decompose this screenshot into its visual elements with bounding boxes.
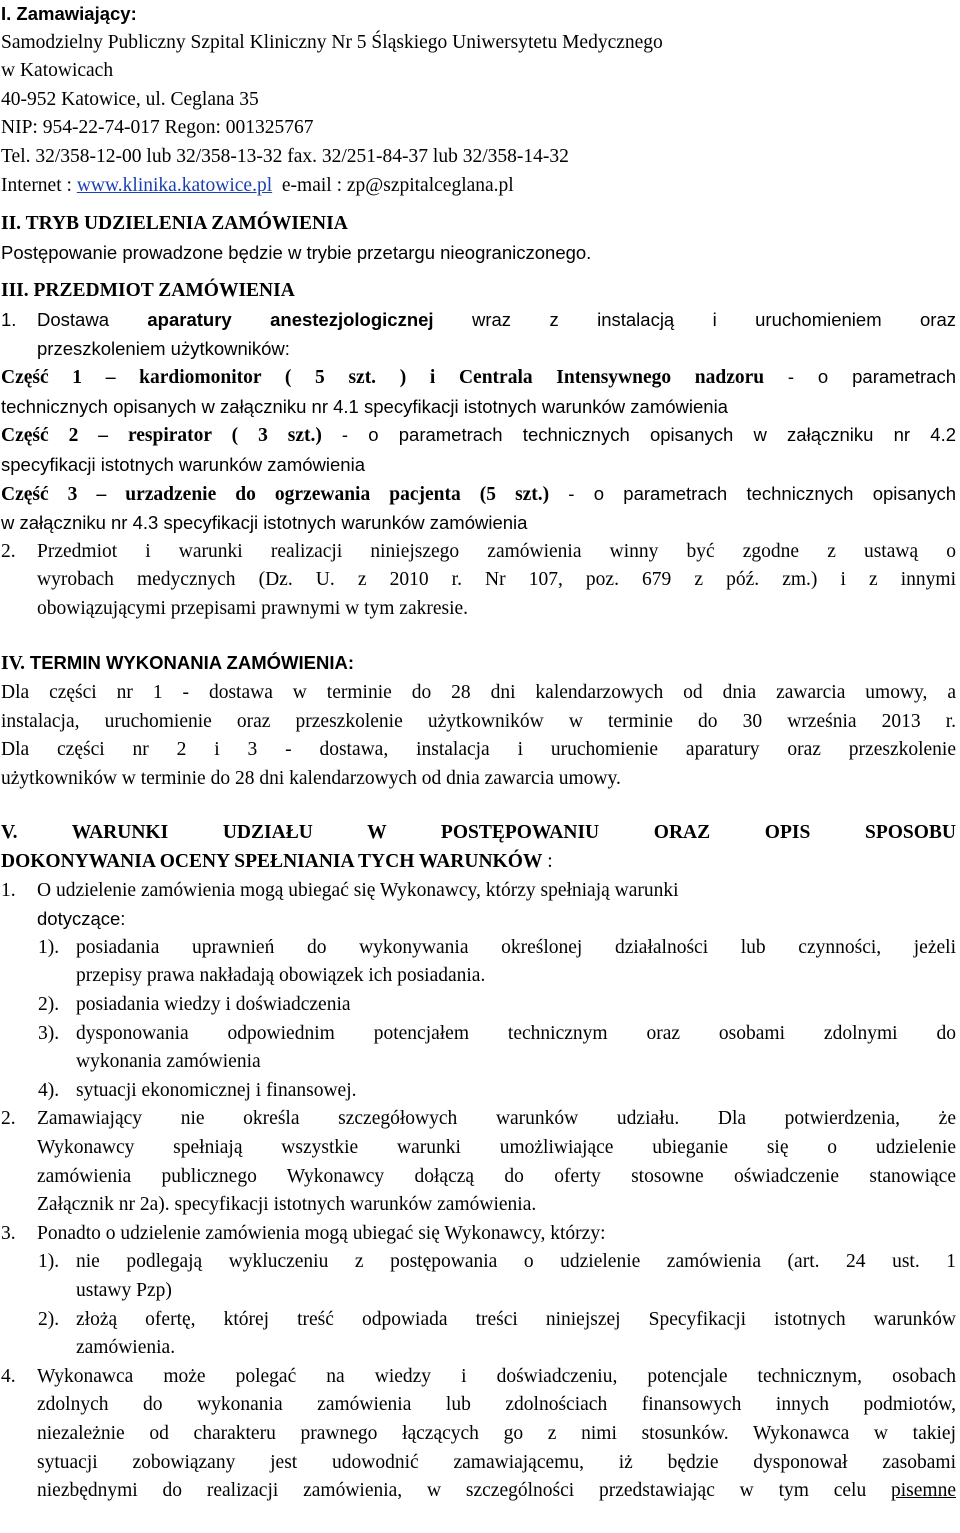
condition-a4: 4). sytuacji ekonomicznej i finansowej.	[38, 1079, 357, 1101]
section-1-heading: I. Zamawiający:	[1, 3, 137, 24]
section-2-heading: II. TRYB UDZIELENIA ZAMÓWIENIA	[1, 213, 348, 235]
deadline-line-4: użytkowników w terminie do 28 dni kalendarzowych od dnia zawarcia umowy.	[1, 767, 621, 789]
contracting-authority-web	[1, 172, 956, 201]
contracting-authority-city: w Katowicach	[1, 60, 114, 82]
equipment-name: aparatury anestezjologicznej	[147, 308, 434, 330]
deadline-line-3: Dla części nr 2 i 3 - dostawa, instalacja i uruchomienie aparatury oraz przeszkolenie	[1, 739, 956, 761]
condition-b2: 2). złożą ofertę, której treść odpowiada treści niniejszej Specyfikacji istotnych warunków zamówienia.	[38, 1308, 956, 1359]
section-5-heading-line-2: DOKONYWANIA OCENY SPEŁNIANIA TYCH WARUNKÓW :	[1, 851, 553, 873]
subject-item-2: 2. Przedmiot i warunki realizacji niniejszego zamówienia winny być zgodne z ustawą o wyrobach medycznych (Dz. U. z 2010 r. Nr 107, poz. 679 z póź. zm.) i z innymi obowiązującymi przepisami prawnymi w tym zakresie.	[1, 540, 956, 619]
email-text: e-mail : zp@szpitalceglana.pl	[281, 174, 514, 196]
section-5-heading-line-1: V. WARUNKI UDZIAŁU W POSTĘPOWANIU ORAZ OPIS SPOSOBU	[1, 822, 956, 844]
condition-a3: 3). dysponowania odpowiednim potencjałem technicznym oraz osobami zdolnymi do wykonania zamówienia	[38, 1022, 956, 1073]
underlined-word: pisemne	[891, 1480, 956, 1502]
website-link[interactable]: www.klinika.katowice.pl	[76, 174, 273, 196]
conditions-item-4: 4. Wykonawca może polegać na wiedzy i doświadczeniu, potencjale technicznym, osobach zdolnych do wykonania zamówienia lub zdolnościach finansowych innych podmiotów, niezależnie od charakteru prawnego łączących go z nimi stosunków. Wykonawca w takiej sytuacji zobowiązany jest udowodnić zamawiającemu, iż będzie dysponował zasobami niezbędnymi do realizacji zamówienia, w szczególności przedstawiając w tym celu pisemne	[1, 1365, 956, 1502]
part-1-line: Część 1 – kardiomonitor ( 5 szt. ) i Centrala Intensywnego nadzoru - o parametrach	[1, 366, 956, 389]
procedure-mode-text: Postępowanie prowadzone będzie w trybie przetargu nieograniczonego.	[1, 241, 592, 263]
subject-item-1: 1. Dostawa aparatury anestezjologicznej wraz z instalacją i uruchomieniem oraz przeszkoleniem użytkowników:	[1, 306, 956, 363]
section-4-heading: IV. TERMIN WYKONANIA ZAMÓWIENIA:	[1, 652, 354, 675]
item-number: 1.	[1, 308, 17, 330]
part-2-line: Część 2 – respirator ( 3 szt.) - o parametrach technicznych opisanych w załączniku nr 4.2	[1, 424, 957, 447]
contracting-authority-ids: NIP: 954-22-74-017 Regon: 001325767	[1, 117, 314, 139]
conditions-item-1: 1. O udzielenie zamówienia mogą ubiegać się Wykonawcy, którzy spełniają warunki dotyczące:	[1, 879, 679, 930]
part-3-details: w załączniku nr 4.3 specyfikacji istotnych warunków zamówienia	[1, 512, 528, 534]
conditions-item-2: 2. Zamawiający nie określa szczegółowych warunków udziału. Dla potwierdzenia, że Wykonawcy spełniają wszystkie warunki umożliwiające ubieganie się o udzielenie zamówienia publicznego Wykonawcy dołączą do oferty stosowne oświadczenie stanowiące Załącznik nr 2a). specyfikacji istotnych warunków zamówienia.	[1, 1108, 956, 1216]
part-2-details: specyfikacji istotnych warunków zamówienia	[1, 453, 365, 475]
condition-a1: 1). posiadania uprawnień do wykonywania określonej działalności lub czynności, jeżeli przepisy prawa nakładają obowiązek ich posiadania.	[38, 936, 956, 987]
part-1-details: technicznych opisanych w załączniku nr 4.1 specyfikacji istotnych warunków zamówienia	[1, 395, 728, 417]
internet-label: Internet :	[1, 174, 77, 196]
conditions-item-3: 3. Ponadto o udzielenie zamówienia mogą ubiegać się Wykonawcy, którzy:	[1, 1222, 606, 1244]
section-3-heading: III. PRZEDMIOT ZAMÓWIENIA	[1, 280, 295, 302]
deadline-line-1: Dla części nr 1 - dostawa w terminie do 28 dni kalendarzowych od dnia zawarcia umowy, a	[1, 682, 956, 704]
condition-a2: 2). posiadania wiedzy i doświadczenia	[38, 994, 351, 1015]
contracting-authority-address: 40-952 Katowice, ul. Ceglana 35	[1, 88, 259, 110]
deadline-line-2: instalacja, uruchomienie oraz przeszkolenie użytkowników w terminie do 30 września 2013 r.	[1, 710, 956, 732]
condition-b1: 1). nie podlegają wykluczeniu z postępowania o udzielenie zamówienia (art. 24 ust. 1 ustawy Pzp)	[38, 1251, 956, 1301]
part-3-line: Część 3 – urzadzenie do ogrzewania pacjenta (5 szt.) - o parametrach technicznych opisanych	[1, 482, 957, 505]
contracting-authority-phones: Tel. 32/358-12-00 lub 32/358-13-32 fax. 32/251-84-37 lub 32/358-14-32	[1, 145, 569, 167]
contracting-authority-name: Samodzielny Publiczny Szpital Kliniczny Nr 5 Śląskiego Uniwersytetu Medycznego	[1, 31, 663, 53]
